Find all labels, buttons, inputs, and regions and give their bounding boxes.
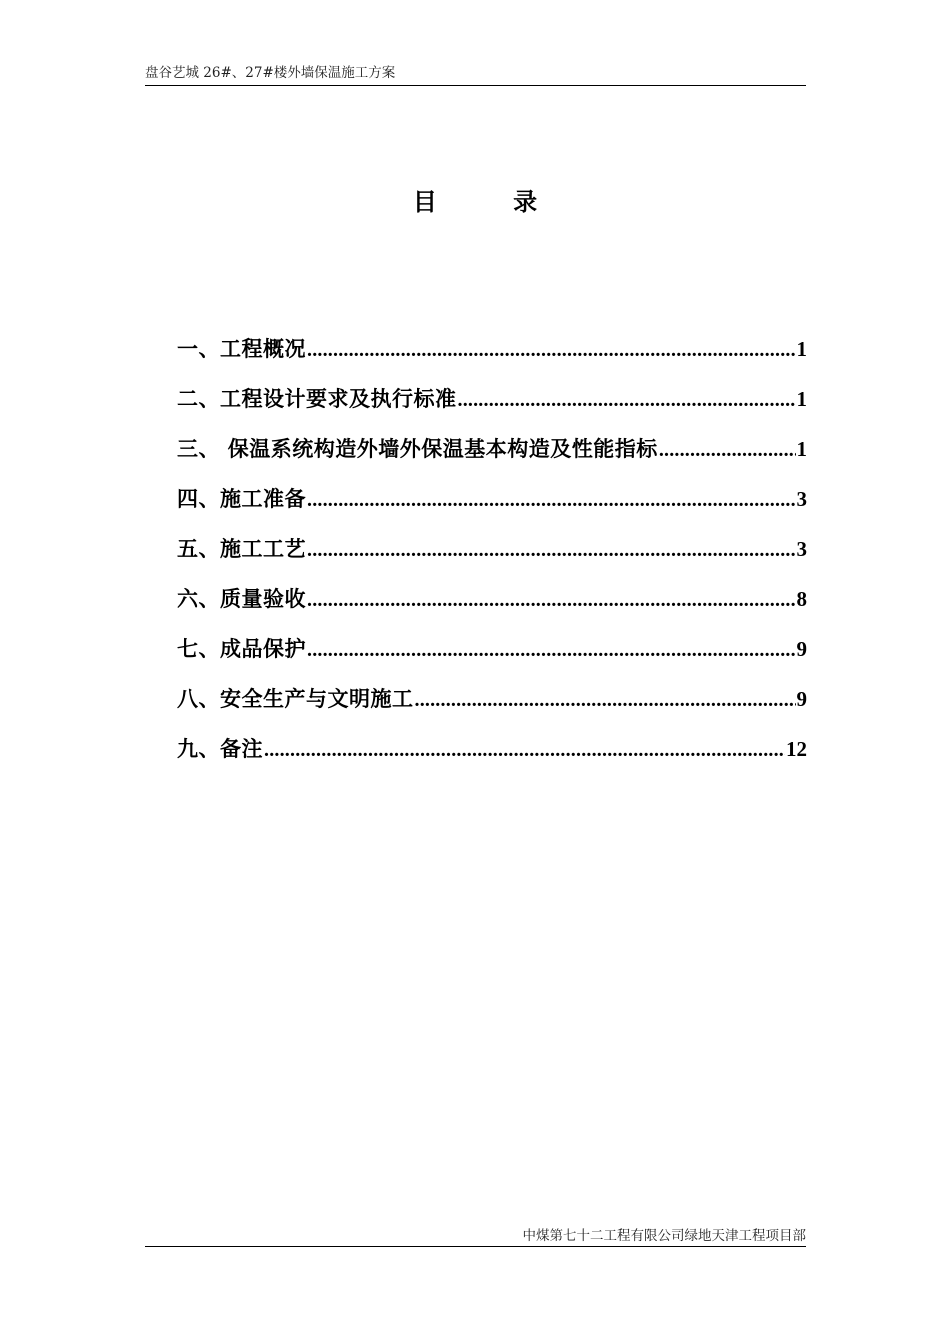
toc-entry-label: 九、备注 [177,737,263,761]
toc-leader-dots [307,539,796,562]
toc-entry-page: 9 [796,687,807,711]
table-of-contents [177,333,807,783]
page-header: 盘谷艺城 26#、27#楼外墙保温施工方案 [145,65,396,81]
toc-entry-label: 四、施工准备 [177,487,306,511]
toc-leader-dots [307,339,796,362]
toc-entry-label: 三、 保温系统构造外墙外保温基本构造及性能指标 [177,437,658,461]
toc-entry[interactable] [177,633,807,683]
toc-entry-page: 12 [786,737,807,761]
toc-entry[interactable] [177,333,807,383]
toc-entry[interactable] [177,733,807,783]
toc-entry-page: 1 [796,437,807,461]
toc-entry[interactable] [177,583,807,633]
toc-entry[interactable] [177,483,807,533]
footer-divider [145,1246,806,1247]
toc-entry-page: 9 [796,637,807,661]
toc-entry-label: 七、成品保护 [177,637,306,661]
toc-leader-dots [415,689,796,712]
page-footer: 中煤第七十二工程有限公司绿地天津工程项目部 [522,1228,806,1244]
toc-leader-dots [659,439,796,462]
toc-entry[interactable] [177,683,807,733]
header-divider [145,85,806,86]
toc-leader-dots [307,589,796,612]
toc-entry-label: 八、安全生产与文明施工 [177,687,414,711]
toc-title: 目 录 [412,188,572,216]
toc-entry-label: 六、质量验收 [177,587,306,611]
toc-leader-dots [458,389,796,412]
toc-entry-page: 1 [796,337,807,361]
toc-leader-dots [264,739,785,762]
toc-entry-label: 一、工程概况 [177,337,306,361]
toc-leader-dots [307,639,796,662]
toc-entry-label: 五、施工工艺 [177,537,306,561]
toc-entry-page: 3 [796,487,807,511]
toc-entry-label: 二、工程设计要求及执行标准 [177,387,457,411]
toc-entry[interactable] [177,533,807,583]
toc-entry-page: 8 [796,587,807,611]
toc-entry-page: 1 [796,387,807,411]
toc-entry[interactable] [177,383,807,433]
toc-leader-dots [307,489,796,512]
toc-entry-page: 3 [796,537,807,561]
toc-entry[interactable] [177,433,807,483]
